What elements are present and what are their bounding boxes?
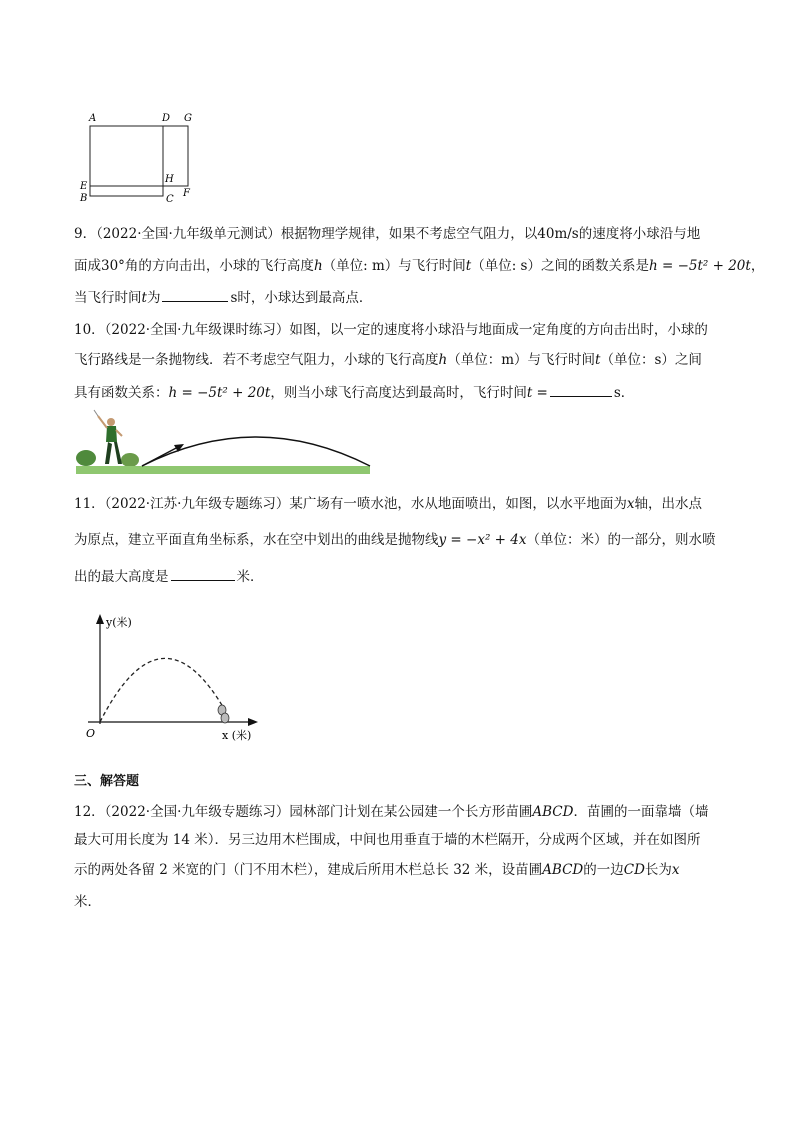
ground-strip	[76, 466, 370, 474]
fountain-figure	[80, 606, 280, 748]
label-A: A	[89, 113, 97, 124]
label-C: C	[166, 194, 174, 204]
q10-line2: 飞行路线是一条抛物线．若不考虑空气阻力，小球的飞行高度h（单位：m）与飞行时间t（单位：s）之间	[74, 352, 702, 368]
q10-formula: h = −5t² + 20t	[168, 385, 271, 401]
section-title: 三、解答题	[74, 774, 140, 789]
q10-line3: 具有函数关系：h = −5t² + 20t，则当小球飞行高度达到最高时，飞行时间t = s．	[74, 382, 722, 403]
q12-line3: 示的两处各留 2 米宽的门（门不用木栏），建成后所用木栏总长 32 米，设苗圃ABCD的一边CD长为x	[74, 862, 680, 878]
label-E: E	[80, 181, 88, 192]
ball-trajectory-curve	[142, 437, 370, 466]
q11-answer-blank[interactable]	[171, 566, 235, 581]
q9-formula: h = −5t² + 20t	[649, 258, 751, 274]
water-drop	[221, 713, 229, 723]
y-axis-label: y(米)	[106, 616, 132, 629]
q9-line3: 当飞行时间t为 s时，小球达到最高点．	[74, 287, 722, 308]
origin-label: O	[86, 727, 96, 740]
x-axis-arrow-icon	[248, 718, 258, 726]
q12-line4: 米．	[74, 894, 101, 910]
q11-line2: 为原点，建立平面直角坐标系，水在空中划出的曲线是抛物线y = −x² + 4x（单位：米）的一部分，则水喷	[74, 532, 716, 548]
water-parabola-curve	[100, 658, 226, 722]
label-D: D	[162, 113, 171, 124]
q11-formula: y = −x² + 4x	[438, 532, 527, 548]
q11-line3: 出的最大高度是 米．	[74, 566, 722, 587]
y-axis-arrow-icon	[96, 614, 104, 624]
x-axis-label: x (米)	[222, 729, 252, 742]
q9-answer-blank[interactable]	[162, 287, 228, 302]
q12-line2: 最大可用长度为 14 米）．另三边用木栏围成，中间也用垂直于墙的木栏隔开，分成两个区域，并在如图所	[74, 832, 701, 848]
q9-line1: 9．（2022·全国·九年级单元测试）根据物理学规律，如果不考虑空气阻力，以40m/s的速度将小球沿与地	[74, 226, 701, 242]
golf-trajectory-figure	[72, 408, 374, 480]
q12-line1: 12．（2022·全国·九年级专题练习）园林部门计划在某公园建一个长方形苗圃ABCD．苗圃的一面靠墙（墙	[74, 804, 709, 820]
q9-line2: 面成30°角的方向击出，小球的飞行高度h（单位: m）与飞行时间t（单位: s）之间的函数关系是h = −5t² + 20t，	[74, 258, 765, 274]
q11-line1: 11．（2022·江苏·九年级专题练习）某广场有一喷水池，水从地面喷出，如图，以水平地面为x轴，出水点	[74, 496, 702, 512]
label-B: B	[80, 193, 88, 204]
q10-line1: 10．（2022·全国·九年级课时练习）如图，以一定的速度将小球沿与地面成一定角度的方向击出时，小球的	[74, 322, 708, 338]
rectangle-figure	[78, 108, 198, 204]
label-H: H	[165, 174, 174, 185]
label-G: G	[184, 113, 192, 124]
golfer-figure	[94, 410, 122, 464]
q10-answer-blank[interactable]	[550, 382, 612, 397]
label-F: F	[183, 188, 190, 199]
bush-right	[121, 453, 139, 467]
bush-left	[76, 450, 96, 466]
